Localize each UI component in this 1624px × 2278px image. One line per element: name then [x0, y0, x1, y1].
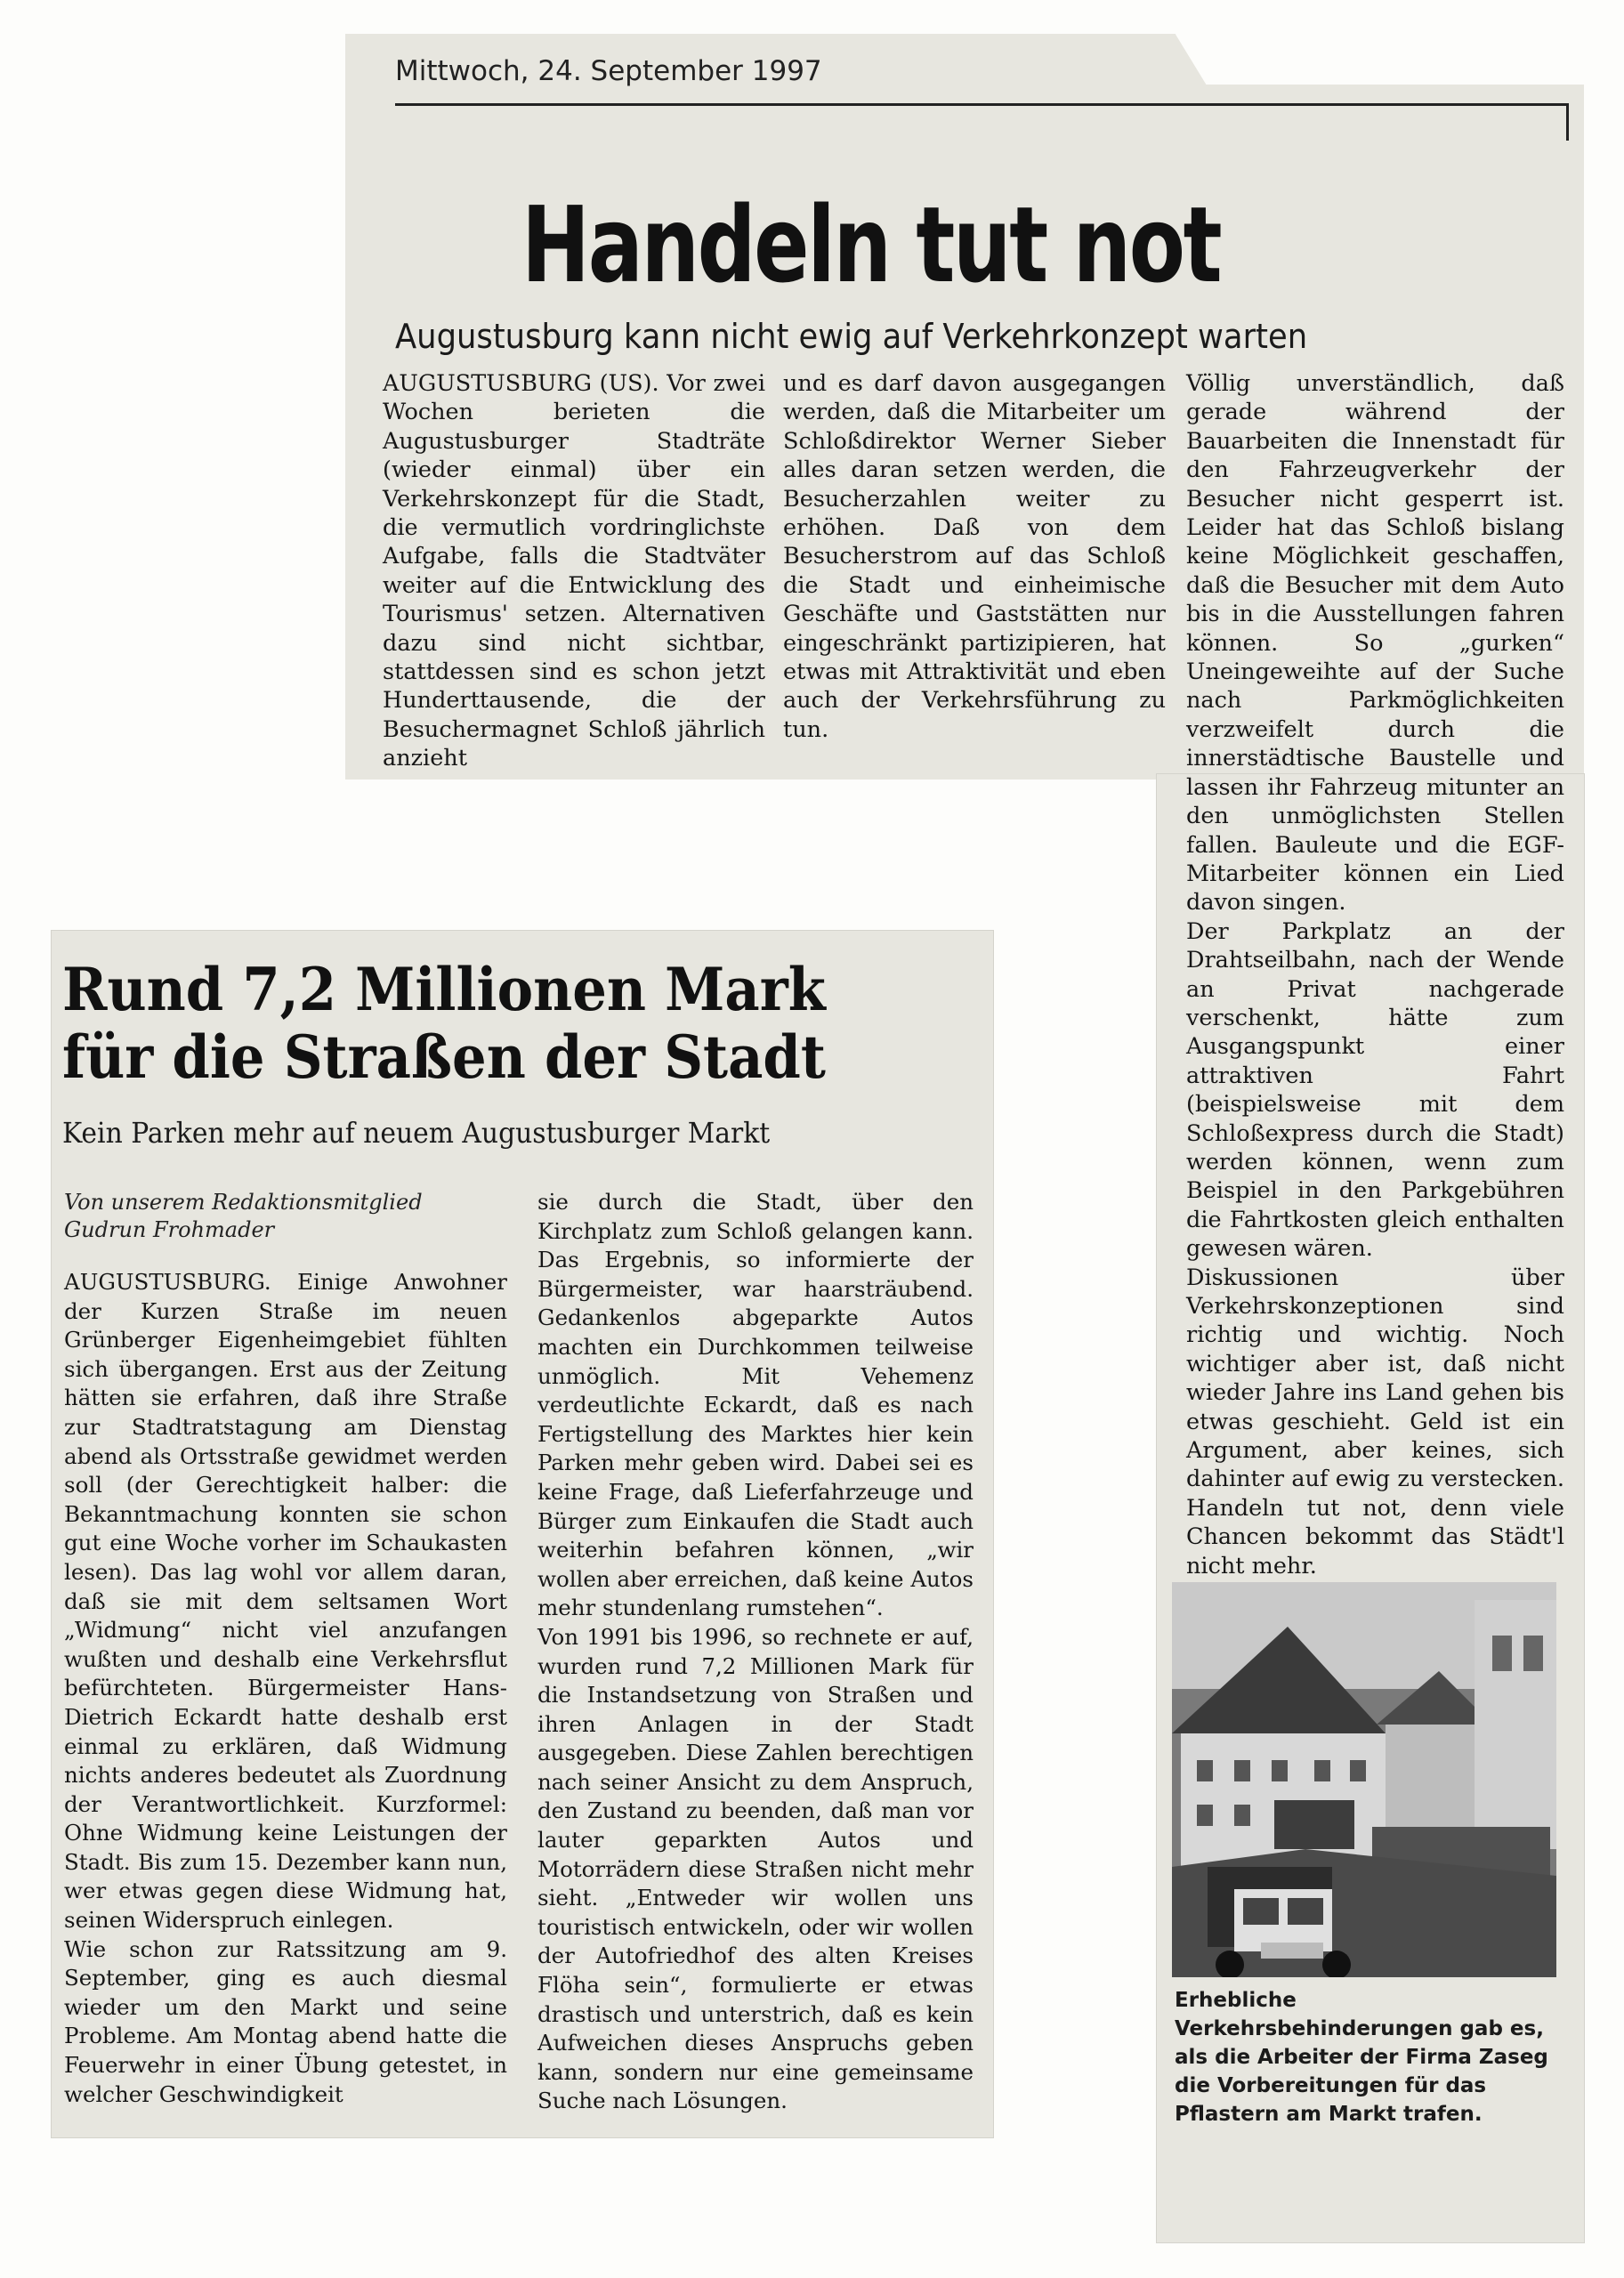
bottom-subheadline: Kein Parken mehr auf neuem Augustusburger Markt	[62, 1116, 771, 1150]
publication-date: Mittwoch, 24. September 1997	[395, 55, 822, 87]
construction-photo	[1172, 1582, 1556, 1977]
photo-caption: Erhebliche Verkehrsbehinderungen gab es, als die Arbeiter der Firma Zaseg die Vorbereitungen für das Pflastern am Markt trafen.	[1175, 1989, 1548, 2126]
byline: Von unserem Redaktionsmitglied Gudrun Frohmader	[64, 1190, 423, 1242]
bottom-headline: Rund 7,2 Millionen Mark für die Straßen der Stadt	[62, 955, 826, 1092]
header-rule-corner	[1566, 103, 1569, 141]
top-article-column-1: AUGUSTUSBURG (US). Vor zwei Wochen berieten die Augustusburger Stadträte (wieder einmal) über ein Verkehrskonzept für die Stadt, die vermutlich vordringlichste Aufgabe, falls die Stadtväter weiter auf die Entwicklung des Tourismus' setzen. Alternativen dazu sind nicht sichtbar, stattdessen sind es schon jetzt Hunderttausende, die der Besuchermagnet Schloß jährlich anzieht	[383, 370, 765, 772]
bottom-article-column-2: sie durch die Stadt, über den Kirchplatz zum Schloß gelangen kann. Das Ergebnis, so informierte der Bürgermeister, war haarsträubend. Gedankenlos abgeparkte Autos machten ein Durchkommen teilweise unmöglich. Mit Vehemenz verdeutlichte Eckardt, daß es nach Fertigstellung des Marktes hier kein Parken mehr geben wird. Dabei sei es keine Frage, daß Lieferfahrzeuge und Bürger zum Einkaufen die Stadt auch weiterhin befahren können, „wir wollen aber erreichen, daß keine Autos mehr stundenlang rumstehen“. Von 1991 bis 1996, so rechnete er auf, wurden rund 7,2 Millionen Mark für die Instandsetzung von Straßen und ihren Anlagen in der Stadt ausgegeben. Diese Zahlen berechtigen nach seiner Ansicht zu dem Anspruch, den Zustand zu beenden, daß man vor lauter geparkten Autos und Motorrädern diese Straßen nicht mehr sieht. „Entweder wir wollen uns touristisch entwickeln, oder wir wollen der Autofriedhof des alten Kreises Flöha sein“, formulierte er etwas drastisch und unterstrich, daß es kein Aufweichen dieses Anspruchs geben kann, sondern nur eine gemeinsame Suche nach Lösungen.	[537, 1189, 974, 2114]
bottom-article-column-1: AUGUSTUSBURG. Einige Anwohner der Kurzen Straße im neuen Grünberger Eigenheimgebiet fühlten sich übergangen. Erst aus der Zeitung hätten sie erfahren, daß ihre Straße zur Stadtratstagung am Dienstag abend als Ortsstraße gewidmet werden soll (der Gerechtigkeit halber: die Bekanntmachung konnten sie schon gut eine Woche vorher im Schaukasten lesen). Das lag wohl vor allem daran, daß sie mit dem seltsamen Wort „Widmung“ nicht viel anzufangen wußten und deshalb eine Verkehrsflut befürchteten. Bürgermeister Hans-Dietrich Eckardt hatte deshalb erst einmal zu erklären, daß Widmung nichts anderes bedeutet als Zuordnung der Verantwortlichkeit. Kurzformel: Ohne Widmung keine Leistungen der Stadt. Bis zum 15. Dezember kann nun, wer etwas gegen diese Widmung hat, seinen Widerspruch einlegen. Wie schon zur Ratssitzung am 9. September, ging es auch diesmal wieder um den Markt und seine Probleme. Am Montag abend hatte die Feuerwehr in einer Übung getestet, in welcher Geschwindigkeit	[64, 1269, 507, 2107]
top-article-column-3: Völlig unverständlich, daß gerade während der Bauarbeiten die Innenstadt für den Fahrzeugverkehr der Besucher nicht gesperrt ist. Leider hat das Schloß bislang keine Möglichkeit geschaffen, daß die Besucher mit dem Auto bis in die Ausstellungen fahren können. So „gurken“ Uneingeweihte auf der Suche nach Parkmöglichkeiten verzweifelt durch die innerstädtische Baustelle und lassen ihr Fahrzeug mitunter an den unmöglichsten Stellen fallen. Bauleute und die EGF-Mitarbeiter können ein Lied davon singen. Der Parkplatz an der Drahtseilbahn, nach der Wende an Privat nachgerade verschenkt, hätte zum Ausgangspunkt einer attraktiven Fahrt (beispielsweise mit dem Schloßexpress durch die Stadt) werden können, wenn zum Beispiel in den Parkgebühren die Fahrtkosten gleich enthalten gewesen wären. Diskussionen über Verkehrskonzeptionen sind richtig und wichtig. Noch wichtiger aber ist, daß nicht wieder Jahre ins Land gehen bis etwas geschieht. Geld ist ein Argument, aber keines, sich dahinter auf ewig zu verstecken. Handeln tut not, denn viele Chancen bekommt das Städt'l nicht mehr.	[1186, 370, 1564, 1579]
header-rule	[395, 103, 1568, 106]
top-article-column-2: und es darf davon ausgegangen werden, daß die Mitarbeiter um Schloßdirektor Werner Sieber alles daran setzen werden, die Besucherzahlen weiter zu erhöhen. Daß von dem Besucherstrom auf das Schloß die Stadt und einheimische Geschäfte und Gaststätten nur eingeschränkt partizipieren, hat etwas mit Attraktivität und eben auch der Verkehrsführung zu tun.	[783, 370, 1166, 743]
top-headline: Handeln tut not	[521, 183, 1221, 306]
top-subheadline: Augustusburg kann nicht ewig auf Verkehrkonzept warten	[395, 317, 1308, 356]
